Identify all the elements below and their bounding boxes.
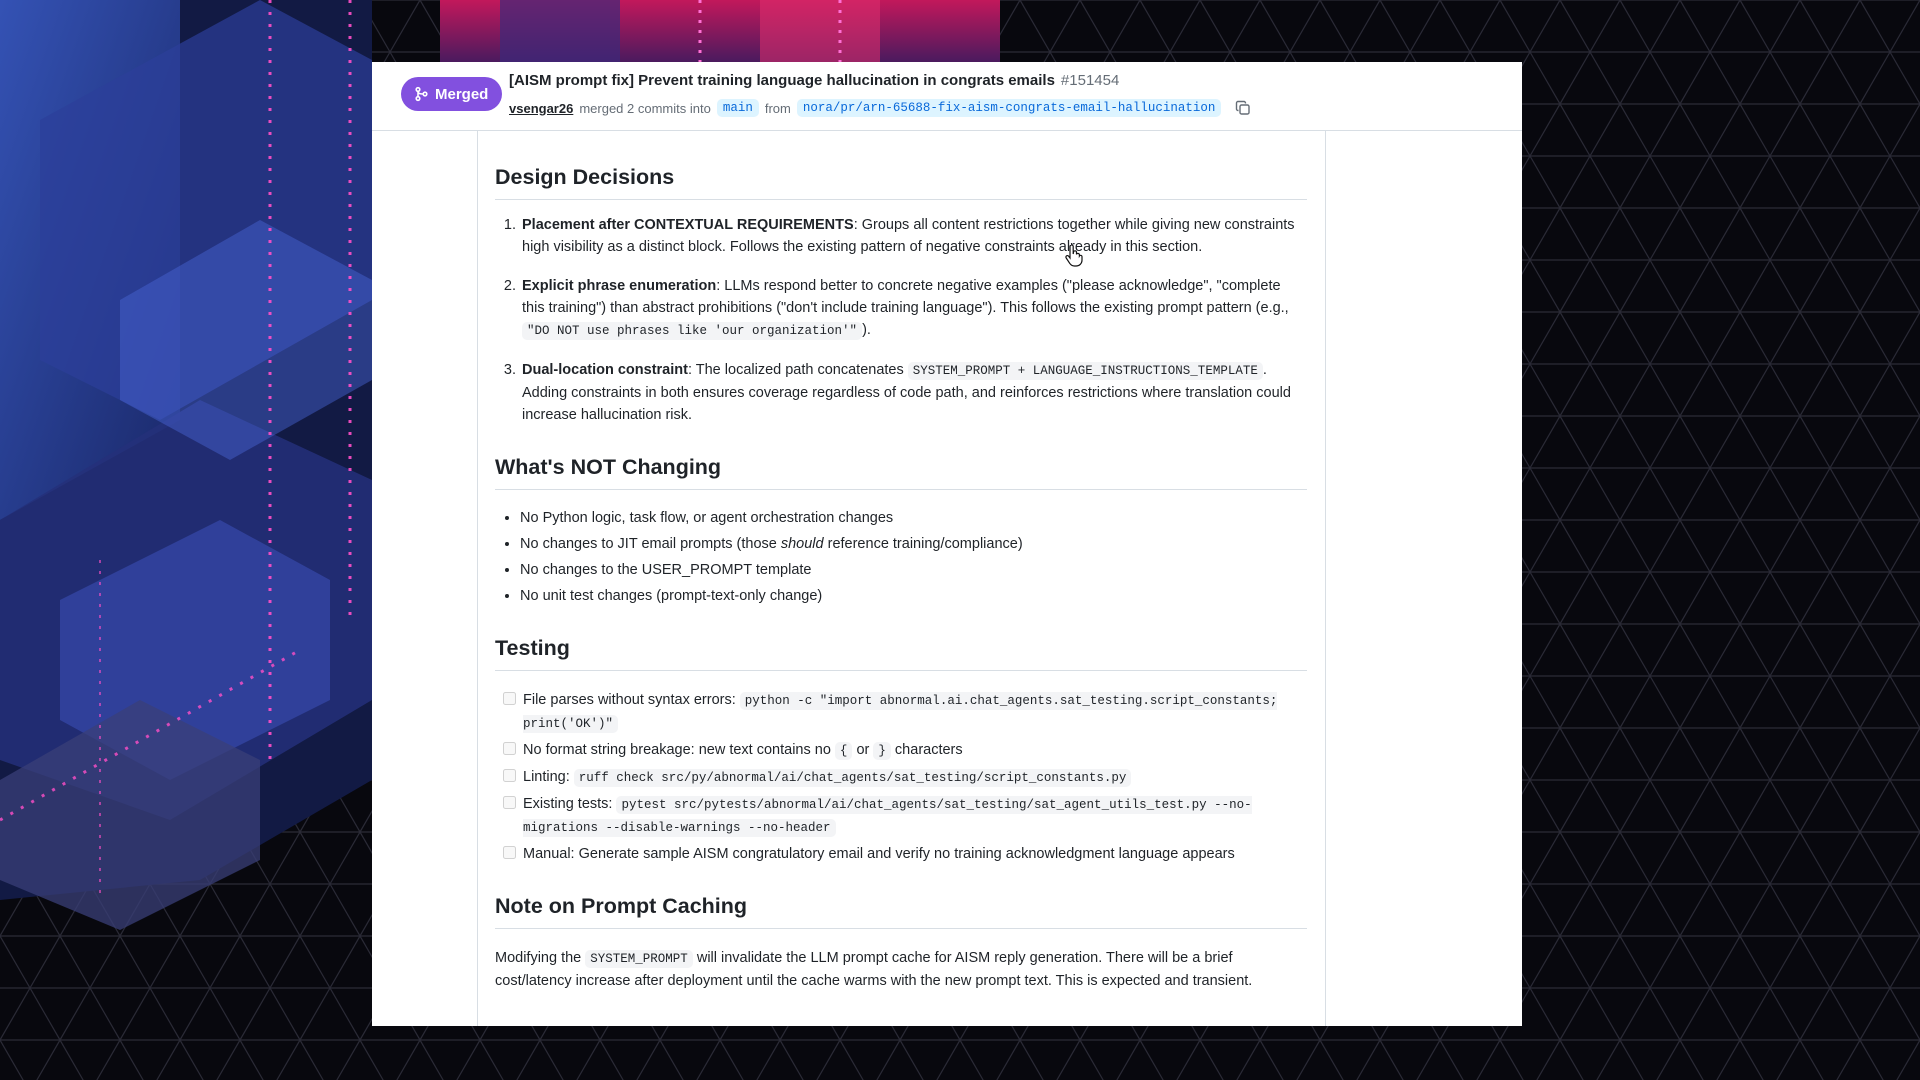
task-text: No format string breakage: new text contains no: [523, 742, 835, 758]
task-text: characters: [890, 742, 963, 758]
item-text: . Adding constraints in both ensures coverage regardless of code path, and reinforces restrictions where translation could increase hallucination risk.: [522, 362, 1291, 423]
item-text: reference training/compliance): [823, 536, 1023, 552]
task-checkbox[interactable]: [503, 796, 516, 809]
copy-icon[interactable]: [1235, 100, 1251, 116]
merged-state-badge: [401, 77, 502, 111]
item-label: Placement after CONTEXTUAL REQUIREMENTS: [522, 217, 854, 233]
testing-task-list: [495, 689, 1307, 865]
inline-code: {: [835, 742, 853, 760]
inline-code: python -c "import abnormal.ai.chat_agents.sat_testing.script_constants; print('OK')": [523, 694, 1278, 731]
pr-title-row: [509, 72, 1119, 89]
head-branch[interactable]: nora/pr/arn-65688-fix-aism-congrats-email-hallucination: [797, 99, 1222, 117]
heading-not-changing: What's NOT Changing: [495, 454, 1307, 490]
pull-request-window: [372, 62, 1522, 1026]
git-merge-icon: [413, 86, 429, 102]
from-text: from: [764, 100, 791, 116]
inline-code: "DO NOT use phrases like 'our organization'": [522, 322, 862, 340]
item-label: Dual-location constraint: [522, 362, 688, 378]
pr-description-column: [477, 130, 1326, 1026]
list-item: [520, 533, 1307, 555]
list-item: • No Python logic, task flow, or agent orchestration changes: [520, 507, 1307, 529]
task-text: Linting:: [523, 769, 574, 785]
pr-number: #151454: [1060, 72, 1120, 89]
pr-title: [AISM prompt fix] Prevent training language hallucination in congrats emails: [509, 72, 1055, 89]
inline-code: }: [873, 742, 891, 760]
inline-code: SYSTEM_PROMPT + LANGUAGE_INSTRUCTIONS_TEMPLATE: [908, 362, 1263, 380]
item-text: No changes to JIT email prompts (those: [520, 536, 781, 552]
paragraph-text: will invalidate the LLM prompt cache for AISM reply generation. There will be a brief cost/latency increase after deployment until the cache warms with the new prompt text. This is expected and transient.: [495, 950, 1253, 989]
not-changing-list: [495, 507, 1307, 607]
hand-cursor-icon: [1065, 245, 1083, 267]
inline-code: SYSTEM_PROMPT: [585, 950, 693, 968]
inline-code: pytest src/pytests/abnormal/ai/chat_agents/sat_testing/sat_agent_utils_test.py --no-migrations --disable-warnings --no-header: [523, 798, 1252, 835]
task-item: [495, 843, 1307, 865]
heading-testing: Testing: [495, 635, 1307, 671]
author-link[interactable]: vsengar26: [509, 100, 574, 116]
list-item: [520, 359, 1307, 426]
task-checkbox[interactable]: [503, 692, 516, 705]
list-item: • No changes to the USER_PROMPT template: [520, 559, 1307, 581]
item-text: : The localized path concatenates: [687, 362, 908, 378]
merge-text: merged 2 commits into: [579, 100, 711, 116]
task-item: [495, 766, 1307, 789]
pr-sticky-header: [372, 62, 1522, 131]
list-item: • No unit test changes (prompt-text-only change): [520, 585, 1307, 607]
pr-description: [495, 130, 1307, 992]
task-item: [495, 689, 1307, 735]
item-emphasis: should: [780, 536, 824, 552]
task-text: Manual: Generate sample AISM congratulatory email and verify no training acknowledgment language appears: [523, 846, 1235, 862]
task-text: or: [852, 742, 874, 758]
list-item: [520, 275, 1307, 342]
base-branch[interactable]: main: [717, 99, 759, 117]
heading-prompt-caching: Note on Prompt Caching: [495, 893, 1307, 929]
design-decisions-list: [495, 214, 1307, 426]
inline-code: ruff check src/py/abnormal/ai/chat_agents/sat_testing/script_constants.py: [574, 769, 1132, 787]
heading-design-decisions: Design Decisions: [495, 164, 1307, 200]
task-checkbox[interactable]: [503, 769, 516, 782]
list-item: [520, 214, 1307, 258]
pr-merge-meta: [509, 99, 1251, 117]
task-item: [495, 739, 1307, 762]
item-label: Explicit phrase enumeration: [522, 278, 717, 294]
item-text: : Groups all content restrictions together while giving new constraints high visibility as a distinct block. Follows the existing pattern of negative constraints already in this section.: [522, 217, 1295, 255]
task-text: File parses without syntax errors:: [523, 692, 740, 708]
caching-paragraph: [495, 947, 1307, 992]
item-text: ).: [862, 322, 871, 338]
task-checkbox[interactable]: [503, 846, 516, 859]
merged-label: Merged: [435, 85, 489, 103]
item-text: : LLMs respond better to concrete negative examples ("please acknowledge", "complete this training") than abstract prohibitions ("don't include training language"). This follows the existing prompt pattern (e.g.,: [522, 278, 1289, 316]
task-text: Existing tests:: [523, 796, 617, 812]
task-item: [495, 793, 1307, 839]
paragraph-text: Modifying the: [495, 950, 586, 966]
task-checkbox[interactable]: [503, 742, 516, 755]
